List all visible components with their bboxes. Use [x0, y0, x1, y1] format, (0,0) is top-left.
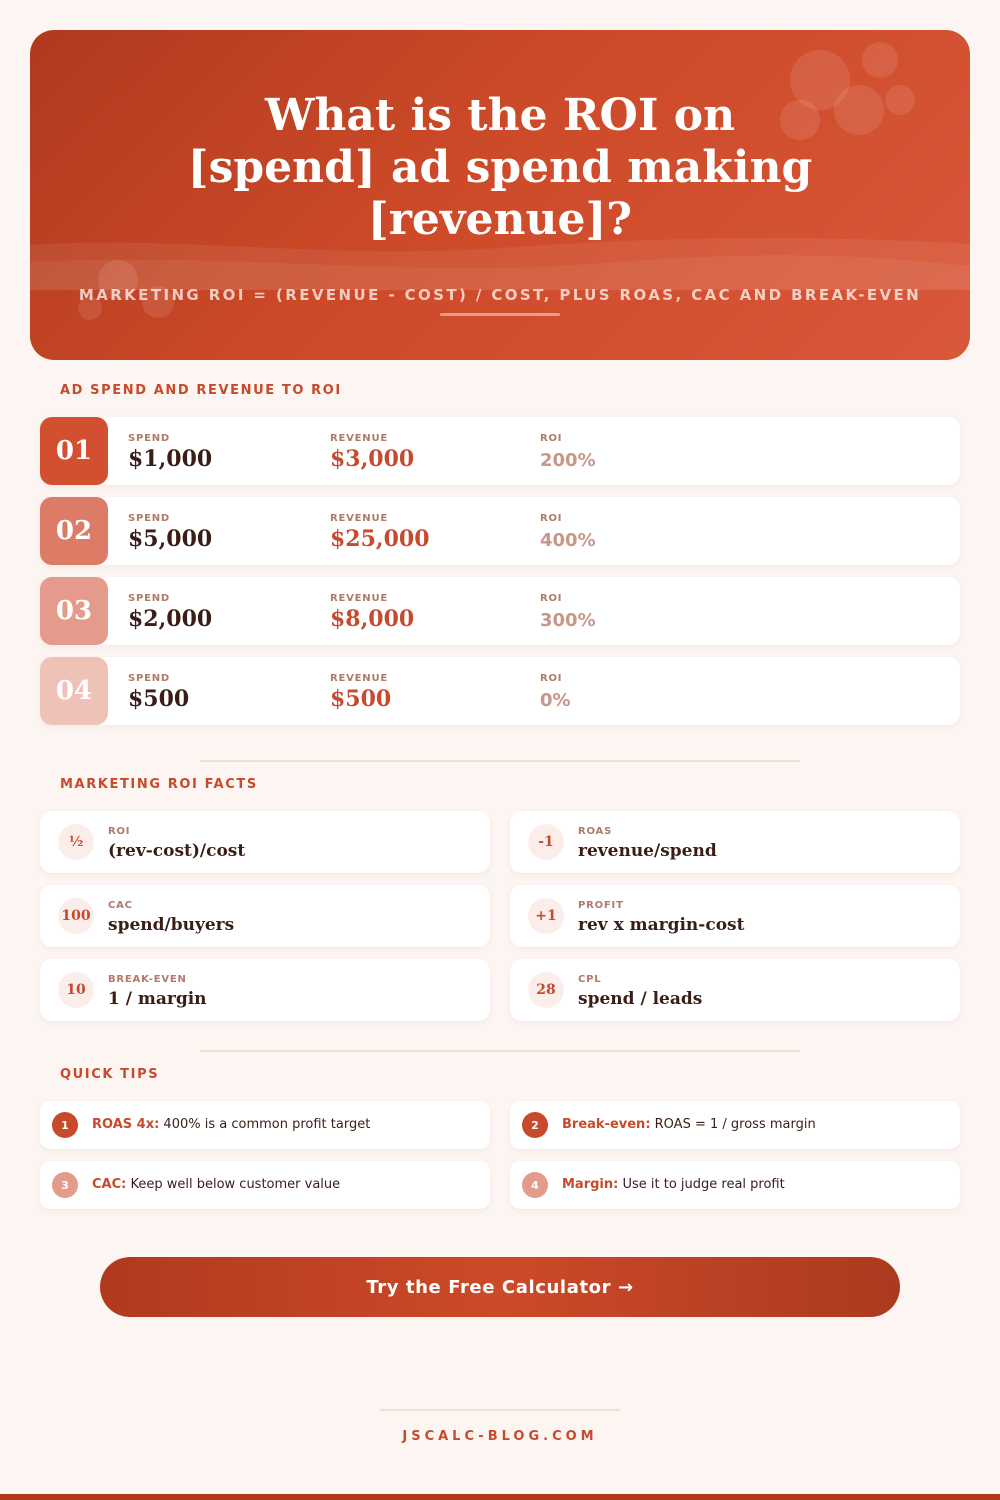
row-number: 04 [40, 657, 108, 725]
revenue-label: REVENUE [330, 513, 389, 524]
roi-cell [540, 673, 571, 711]
fact-badge: +1 [528, 898, 564, 934]
spend-value: $1,000 [128, 446, 213, 472]
revenue-value: $500 [330, 686, 392, 712]
title-line: [spend] ad spend making [187, 142, 813, 193]
bottom-accent-bar [0, 1494, 1000, 1500]
fact-label: ROI [108, 826, 131, 837]
tip-text [92, 1117, 370, 1132]
revenue-value: $25,000 [330, 526, 430, 552]
hero-divider [440, 313, 560, 316]
tip-text [92, 1177, 340, 1192]
tip-number: 2 [522, 1112, 548, 1138]
roi-value: 200% [540, 450, 596, 471]
row-number: 01 [40, 417, 108, 485]
fact-label: PROFIT [578, 900, 624, 911]
footer-site-link[interactable]: JSCALC-BLOG.COM [402, 1429, 598, 1444]
roi-cell [540, 513, 596, 551]
fact-value: 1 / margin [108, 989, 207, 1009]
roi-label: ROI [540, 513, 563, 524]
fact-card [510, 885, 960, 947]
section-divider [200, 760, 800, 762]
revenue-cell [330, 593, 414, 632]
revenue-cell [330, 433, 414, 472]
tip-title: Break-even: [562, 1117, 651, 1132]
roi-cell [540, 593, 596, 631]
fact-badge: 28 [528, 972, 564, 1008]
hero-subtitle: MARKETING ROI = (REVENUE - COST) / COST, PLUS ROAS, CAC AND BREAK-EVEN [78, 286, 922, 304]
fact-label: CAC [108, 900, 133, 911]
roi-row [40, 497, 960, 565]
hero-banner [30, 30, 970, 360]
tip-number: 3 [52, 1172, 78, 1198]
tip-body: 400% is a common profit target [159, 1117, 371, 1132]
section-label-tips: QUICK TIPS [60, 1067, 160, 1082]
revenue-label: REVENUE [330, 433, 389, 444]
fact-badge: 10 [58, 972, 94, 1008]
roi-value: 300% [540, 610, 596, 631]
fact-badge: ½ [58, 824, 94, 860]
section-divider [200, 1050, 800, 1052]
fact-card [510, 811, 960, 873]
row-number: 03 [40, 577, 108, 645]
title-line: What is the ROI on [264, 90, 736, 141]
spend-label: SPEND [128, 513, 171, 524]
fact-card [40, 811, 490, 873]
page-title [30, 90, 970, 246]
footer-divider [380, 1409, 620, 1411]
tip-text [562, 1177, 785, 1192]
roi-label: ROI [540, 593, 563, 604]
fact-card [40, 885, 490, 947]
revenue-label: REVENUE [330, 593, 389, 604]
spend-label: SPEND [128, 433, 171, 444]
revenue-cell [330, 673, 391, 712]
fact-label: ROAS [578, 826, 613, 837]
roi-value: 0% [540, 690, 571, 711]
tip-card [40, 1101, 490, 1149]
fact-value: (rev-cost)/cost [108, 841, 246, 861]
fact-value: spend / leads [578, 989, 703, 1009]
section-label-roi: AD SPEND AND REVENUE TO ROI [60, 383, 342, 398]
spend-value: $2,000 [128, 606, 213, 632]
fact-badge: -1 [528, 824, 564, 860]
spend-value: $5,000 [128, 526, 213, 552]
fact-label: CPL [578, 974, 602, 985]
revenue-value: $8,000 [330, 606, 415, 632]
spend-label: SPEND [128, 673, 171, 684]
revenue-cell [330, 513, 430, 552]
tip-number: 1 [52, 1112, 78, 1138]
fact-value: spend/buyers [108, 915, 235, 935]
fact-label: BREAK-EVEN [108, 974, 187, 985]
fact-card [40, 959, 490, 1021]
fact-badge: 100 [58, 898, 94, 934]
spend-value: $500 [128, 686, 190, 712]
try-calculator-button[interactable]: Try the Free Calculator → [100, 1257, 900, 1317]
row-number: 02 [40, 497, 108, 565]
tip-card [510, 1161, 960, 1209]
fact-value: revenue/spend [578, 841, 717, 861]
tip-card [40, 1161, 490, 1209]
roi-label: ROI [540, 433, 563, 444]
section-label-facts: MARKETING ROI FACTS [60, 777, 258, 792]
spend-label: SPEND [128, 593, 171, 604]
tip-text [562, 1117, 816, 1132]
roi-label: ROI [540, 673, 563, 684]
roi-cell [540, 433, 596, 471]
tip-title: ROAS 4x: [92, 1117, 160, 1132]
spend-cell [128, 433, 212, 472]
spend-cell [128, 513, 212, 552]
tip-body: Use it to judge real profit [618, 1177, 785, 1192]
fact-card [510, 959, 960, 1021]
spend-cell [128, 593, 212, 632]
roi-value: 400% [540, 530, 596, 551]
fact-value: rev x margin-cost [578, 915, 745, 935]
roi-row [40, 577, 960, 645]
revenue-value: $3,000 [330, 446, 415, 472]
tip-card [510, 1101, 960, 1149]
tip-title: Margin: [562, 1177, 619, 1192]
tip-number: 4 [522, 1172, 548, 1198]
decorative-bubble [862, 42, 898, 78]
spend-cell [128, 673, 189, 712]
roi-row [40, 417, 960, 485]
revenue-label: REVENUE [330, 673, 389, 684]
tip-title: CAC: [92, 1177, 127, 1192]
tip-body: ROAS = 1 / gross margin [650, 1117, 816, 1132]
roi-row [40, 657, 960, 725]
title-line: [revenue]? [367, 194, 633, 245]
tip-body: Keep well below customer value [126, 1177, 341, 1192]
